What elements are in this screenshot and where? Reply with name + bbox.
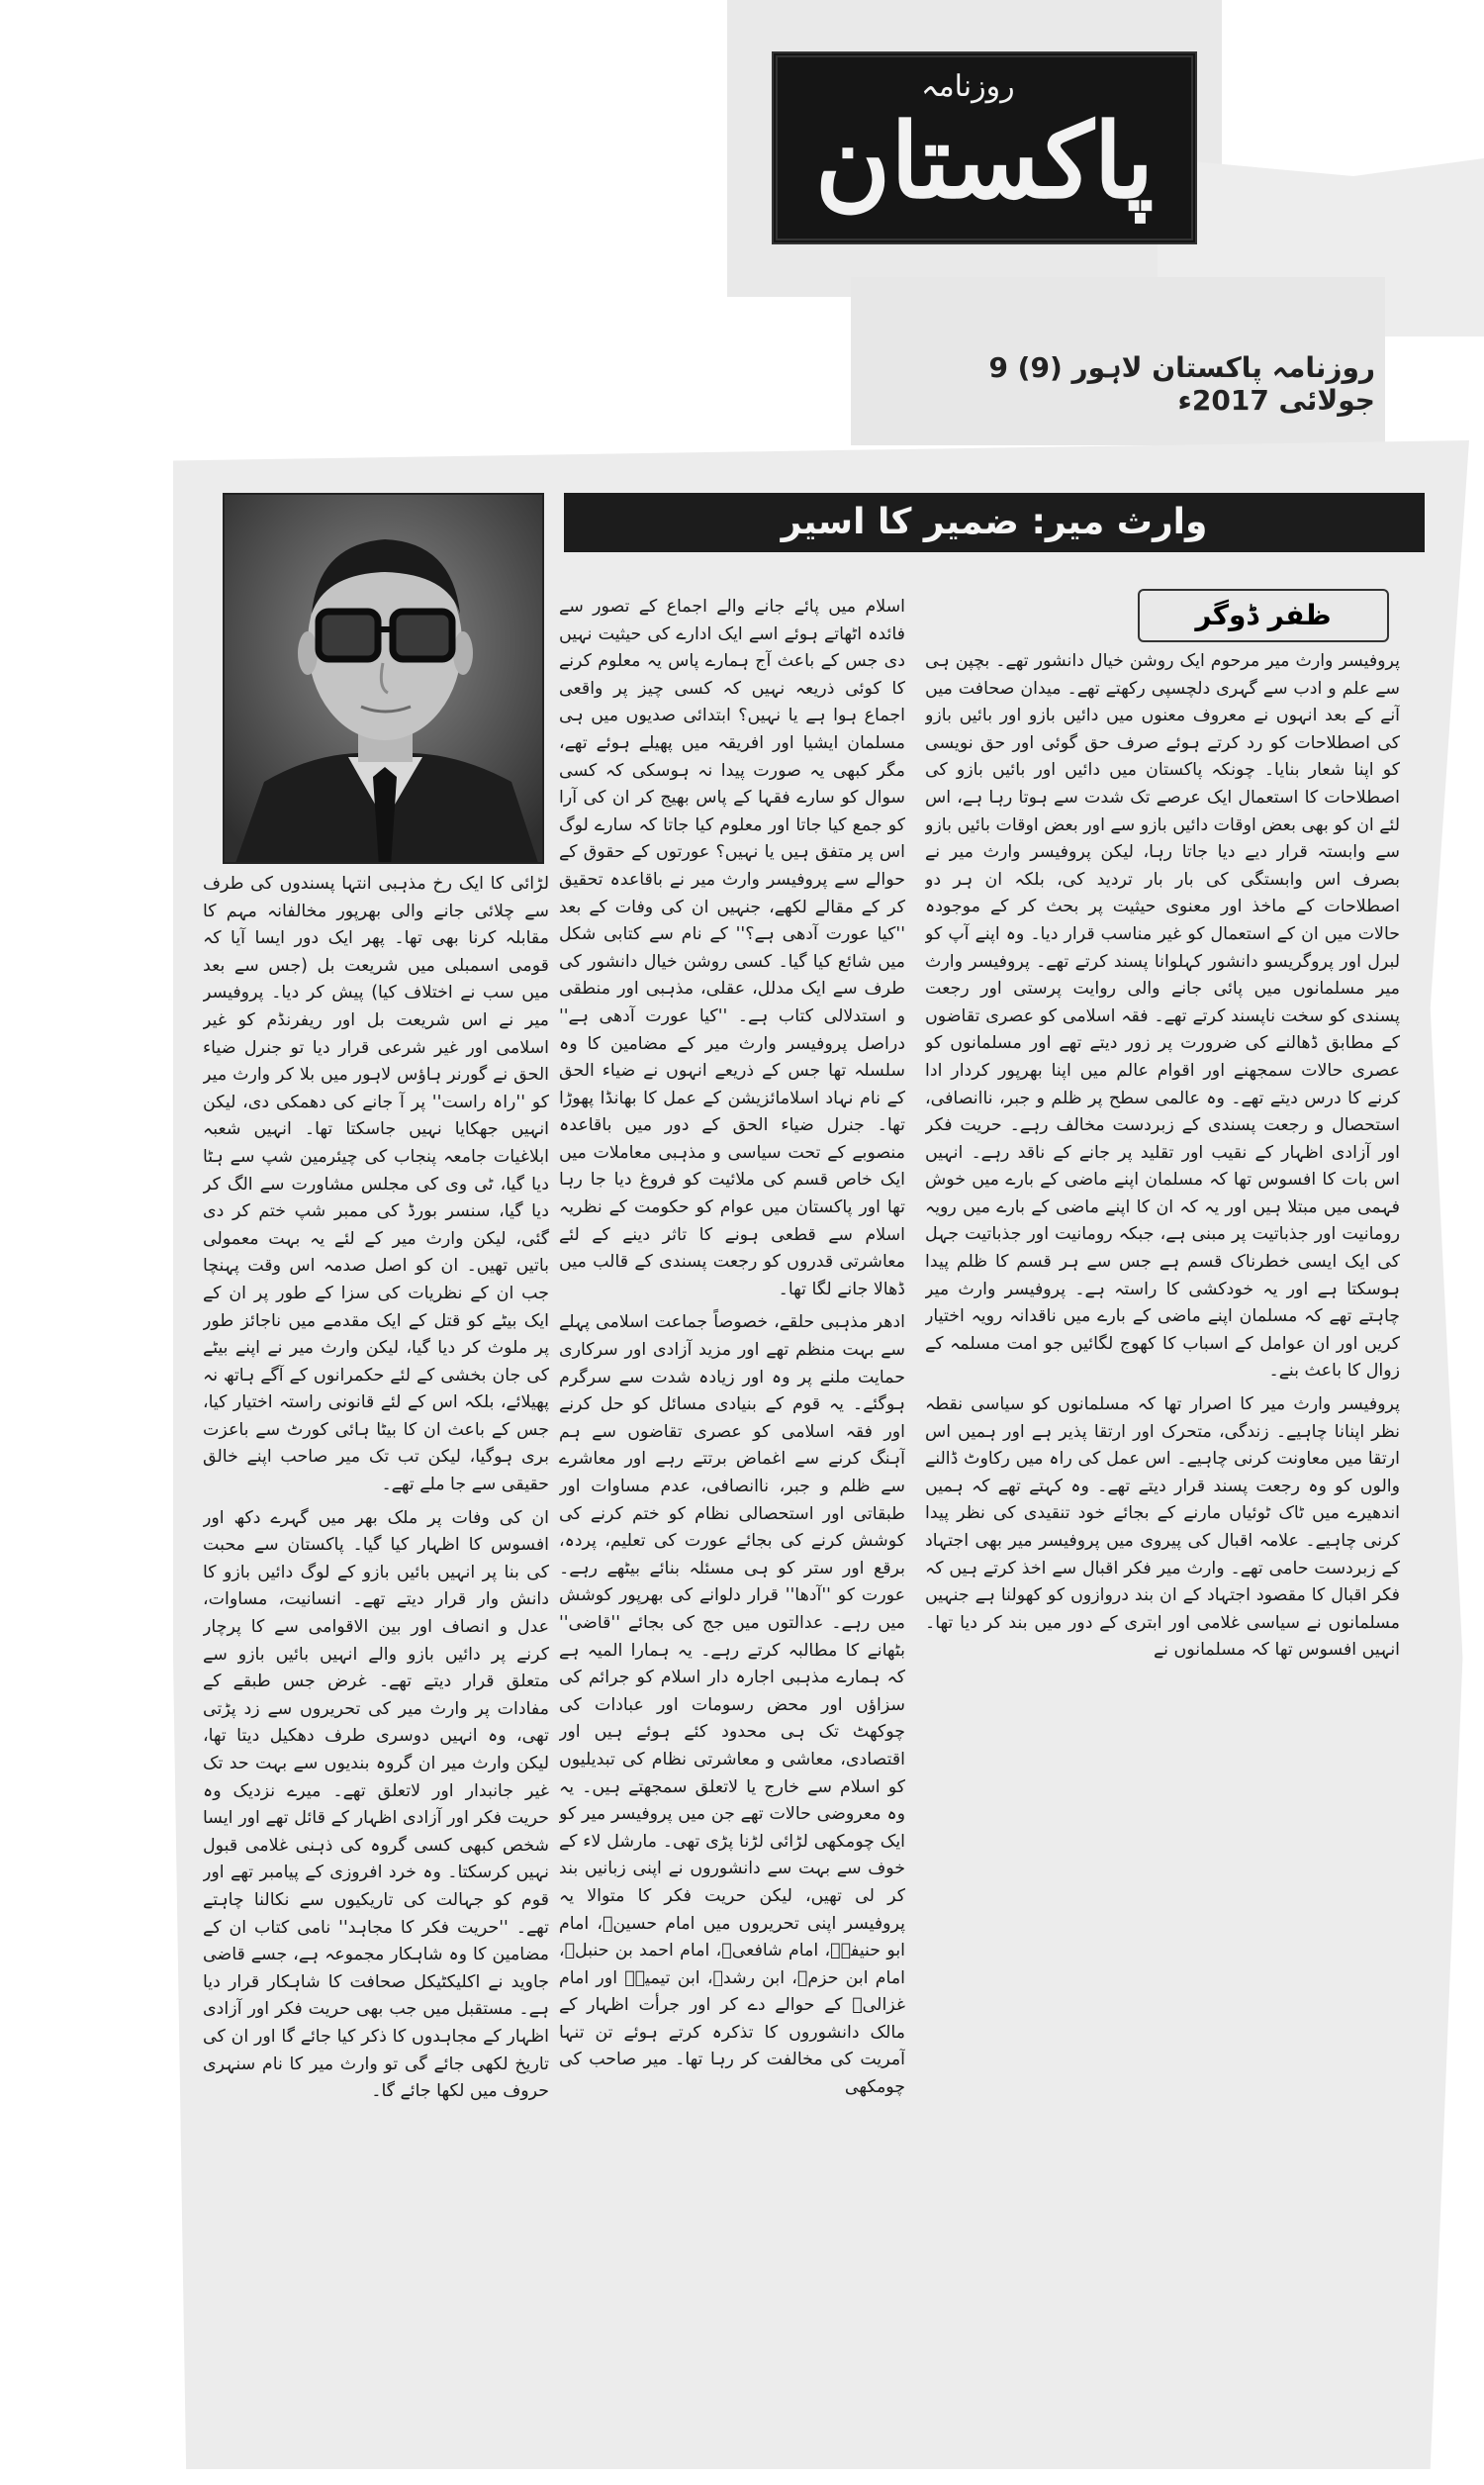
article-headline: وارث میر: ضمیر کا اسیر [564, 493, 1425, 552]
article-column-middle [559, 594, 905, 2435]
author-byline: ظفر ڈوگر [1138, 589, 1389, 642]
masthead-kicker: روزنامہ [921, 69, 1015, 104]
paragraph: اسلام میں پائے جانے والے اجماع کے تصور سے فائدہ اٹھاتے ہوئے اسے ایک ادارے کی حیثیت نہیں دی جس کے باعث آج ہمارے پاس یہ معلوم کرنے کا کوئی ذریعہ نہیں کہ کسی چیز پر واقعی اجماع ہوا ہے یا نہیں؟ ابتدائی صدیوں میں ہی مسلمان ایشیا اور افریقہ میں پھیلے ہوئے تھے، مگر کبھی یہ صورت پیدا نہ ہوسکی کہ کسی سوال کو سارے فقہا کے پاس بھیج کر ان کی آرا کو جمع کیا جاتا اور معلوم کیا جاتا کہ سارے لوگ اس پر متفق ہیں یا نہیں؟ عورتوں کے حقوق کے حوالے سے پروفیسر وارث میر نے باقاعدہ تحقیق کر کے مقالے لکھے، جنہیں ان کی وفات کے بعد ''کیا عورت آدھی ہے؟'' کے نام سے کتابی شکل میں شائع کیا گیا۔ کسی روشن خیال دانشور کی طرف سے ایک مدلل، عقلی، مذہبی اور منطقی و استدلالی کتاب ہے۔ ''کیا عورت آدھی ہے'' دراصل پروفیسر وارث میر کے مضامین کا وہ سلسلہ تھا جس کے ذریعے انہوں نے ضیاء الحق کے نام نہاد اسلامائزیشن کے عمل کا بھانڈا پھوڑا تھا۔ جنرل ضیاء الحق کے دور میں باقاعدہ منصوبے کے تحت سیاسی و مذہبی معاملات میں ایک خاص قسم کی ملائیت کو فروغ دیا جا رہا تھا اور پاکستان میں عوام کو حکومت کے نظریہ اسلام سے قطعی ہونے کا تاثر دینے کے لئے معاشرتی قدروں کو رجعت پسندی کے قالب میں ڈھالا جانے لگا تھا۔ [559, 597, 905, 1299]
masthead-name: پاکستان [814, 100, 1155, 222]
portrait-illustration [225, 495, 544, 864]
article-column-right [925, 648, 1400, 2439]
paragraph: لڑائی کا ایک رخ مذہبی انتہا پسندوں کی طرف سے چلائی جانے والی بھرپور مخالفانہ مہم کا مقابلہ کرنا بھی تھا۔ پھر ایک دور ایسا آیا کہ قومی اسمبلی میں شریعت بل (جس سے بعد میں سب نے اختلاف کیا) پیش کر دیا۔ پروفیسر میر نے اس شریعت بل اور ریفرنڈم کو غیر اسلامی اور غیر شرعی قرار دیا تو جنرل ضیاء الحق نے گورنر ہاؤس لاہور میں بلا کر وارث میر کو ''راہ راست'' پر آ جانے کی دھمکی دی، لیکن انہیں جھکایا نہیں جاسکتا تھا۔ انہیں شعبہ ابلاغیات جامعہ پنجاب کی چیئرمین شپ سے ہٹا دیا گیا، ٹی وی کی مجلس مشاورت سے الگ کر دیا گیا، سنسر بورڈ کی ممبر شپ ختم کر دی گئی، لیکن وارث میر کے لئے یہ بہت معمولی باتیں تھیں۔ ان کو اصل صدمہ اس وقت پہنچا جب ان کے نظریات کی سزا کے طور پر ان کے ایک بیٹے کو قتل کے ایک مقدمے میں ناجائز طور پر ملوث کر دیا گیا، لیکن وارث میر نے اپنے بیٹے کی جان بخشی کے لئے حکمرانوں کے آگے ہاتھ نہ پھیلائے، بلکہ اس کے لئے قانونی راستہ اختیار کیا، جس کے باعث ان کا بیٹا ہائی کورٹ سے باعزت بری ہوگیا، لیکن تب تک میر صاحب اپنے خالق حقیقی سے جا ملے تھے۔ [203, 874, 549, 1495]
paragraph: ادھر مذہبی حلقے، خصوصاً جماعت اسلامی پہلے سے بہت منظم تھے اور مزید آزادی اور سرکاری حمایت ملنے پر وہ اور زیادہ شدت سے سرگرم ہوگئے۔ یہ قوم کے بنیادی مسائل کو حل کرنے اور فقہ اسلامی کو عصری تقاضوں سے ہم آہنگ کرنے سے اغماض برتتے رہے اور معاشرے سے ظلم و جبر، ناانصافی، عدم مساوات اور طبقاتی اور استحصالی نظام کو ختم کرنے کی کوشش کرنے کی بجائے عورت کی تعلیم، پردہ، برقع اور ستر کو ہی مسئلہ بنائے بیٹھے رہے۔ عورت کو ''آدھا'' قرار دلوانے کی بھرپور کوشش میں رہے۔ عدالتوں میں جج کی بجائے ''قاضی'' بٹھانے کا مطالبہ کرتے رہے۔ یہ ہمارا المیہ ہے کہ ہمارے مذہبی اجارہ دار اسلام کو جرائم کی سزاؤں اور محض رسومات اور عبادات کی چوکھٹ تک ہی محدود کئے ہوئے ہیں اور اقتصادی، معاشی و معاشرتی نظام کی تبدیلیوں کو اسلام سے خارج یا لاتعلق سمجھتے ہیں۔ یہ وہ معروضی حالات تھے جن میں پروفیسر میر کو ایک چومکھی لڑائی لڑنا پڑی تھی۔ مارشل لاء کے خوف سے بہت سے دانشوروں نے اپنی زبانیں بند کر لی تھیں، لیکن حریت فکر کا متوالا یہ پروفیسر اپنی تحریروں میں امام حسینؑ، امام ابو حنیفہؒ، امام شافعیؒ، امام احمد بن حنبلؒ، امام ابن حزمؒ، ابن رشدؒ، ابن تیمیہؒ اور امام غزالیؒ کے حوالے دے کر اور جرأت اظہار کے مالک دانشوروں کا تذکرہ کرتے ہوئے تن تنہا آمریت کی مخالفت کر رہا تھا۔ میر صاحب کی چومکھی [559, 1312, 905, 2098]
newspaper-masthead [772, 51, 1197, 244]
paragraph: پروفیسر وارث میر کا اصرار تھا کہ مسلمانوں کو سیاسی نقطہ نظر اپنانا چاہیے۔ زندگی، متحرک اور ارتقا پذیر ہے اور ہمیں اس ارتقا میں معاونت کرنی چاہیے۔ اس عمل کی راہ میں رکاوٹ ڈالنے والوں کو وہ رجعت پسند قرار دیتے تھے۔ وہ کہتے تھے کہ ہمیں اندھیرے میں ٹاک ٹوئیاں مارنے کے بجائے خود تنقیدی کی نظر پیدا کرنی چاہیے۔ علامہ اقبال کی پیروی میں پروفیسر میر بھی اجتہاد کے زبردست حامی تھے۔ وارث میر فکر اقبال سے اخذ کرتے ہیں کہ فکر اقبال کا مقصود اجتہاد کے ان بند دروازوں کو کھولنا ہے جنہیں مسلمانوں نے سیاسی غلامی اور ابتری کے دور میں بند کر دیا تھا۔ انہیں افسوس تھا کہ مسلمانوں نے [925, 1394, 1400, 1661]
paragraph: پروفیسر وارث میر مرحوم ایک روشن خیال دانشور تھے۔ بچپن ہی سے علم و ادب سے گہری دلچسپی رکھتے تھے۔ میدان صحافت میں آنے کے بعد انہوں نے معروف معنوں میں دائیں بازو اور بائیں بازو کی اصطلاحات کو رد کرتے ہوئے صرف حق گوئی اور حق نویسی کو اپنا شعار بنایا۔ چونکہ پاکستان میں دائیں اور بائیں بازو کی اصطلاحات کا استعمال ایک عرصے تک شدت سے ہوتا رہا ہے، اس لئے ان کو بھی بعض اوقات دائیں بازو سے اور بعض اوقات بائیں بازو سے وابستہ قرار دیے دیا جاتا رہا، لیکن پروفیسر وارث میر نے بصرف اس وابستگی کی بار بار تردید کی، بلکہ ان ہر دو اصطلاحات کے ماخذ اور معنوی حیثیت پر بحث کر کے موجودہ حالات میں ان کے استعمال کو غیر مناسب قرار دیا۔ وہ اپنے آپ کو لبرل اور پروگریسو دانشور کہلوانا پسند کرتے تھے۔ پروفیسر وارث میر مسلمانوں میں پائی جانے والی روایت پرستی اور رجعت پسندی کو سخت ناپسند کرتے تھے۔ فقہ اسلامی کو عصری تقاضوں کے مطابق ڈھالنے کی ضرورت پر زور دیتے تھے اور مسلمانوں کو عصری حالات سمجھنے اور اقوام عالم میں اپنا بھرپور کردار ادا کرنے کا درس دیتے تھے۔ وہ عالمی سطح پر ظلم و جبر، ناانصافی، استحصال و رجعت پسندی کے زبردست مخالف رہے۔ حریت فکر اور آزادی اظہار کے نقیب اور تقلید پر جانے کے ناقد رہے۔ انہیں اس بات کا افسوس تھا کہ مسلمان اپنے ماضی کے بارے میں خوش فہمی میں مبتلا ہیں اور یہ کہ ان کا اپنے ماضی کے بارے میں رویہ رومانیت اور جذباتیت پر مبنی ہے، جبکہ رومانیت اور جذباتیت جہل کی ایک ایسی خطرناک قسم ہے جس سے ہر قسم کا ظلم پیدا ہوسکتا ہے اور یہ خودکشی کا راستہ ہے۔ پروفیسر وارث میر چاہتے تھے کہ مسلمان اپنے ماضی کے بارے میں ناقدانہ رویہ اختیار کریں اور ان عوامل کے اسباب کا کھوج لگائیں جو امت مسلمہ کے زوال کا باعث بنے۔ [925, 651, 1400, 1382]
publication-date-line: روزنامہ پاکستان لاہور (9) 9 جولائی 2017ء [988, 351, 1375, 417]
article-column-left [203, 871, 549, 2435]
paragraph: ان کی وفات پر ملک بھر میں گہرے دکھ اور افسوس کا اظہار کیا گیا۔ پاکستان سے محبت کی بنا پر انہیں بائیں بازو کے لوگ دائیں بازو کا دانش وار قرار دیتے تھے۔ انسانیت، مساوات، عدل و انصاف اور بین الاقوامی سے کا پرچار کرنے پر دائیں بازو والے انہیں بائیں بازو سے متعلق قرار دیتے تھے۔ غرض جس طبقے کے مفادات پر وارث میر کی تحریروں سے زد پڑتی تھی، وہ انہیں دوسری طرف دھکیل دیتا تھا، لیکن وارث میر ان گروہ بندیوں سے بہت حد تک غیر جانبدار اور لاتعلق تھے۔ میرے نزدیک وہ حریت فکر اور آزادی اظہار کے قائل تھے اور ایسا شخص کبھی کسی گروہ کی ذہنی غلامی قبول نہیں کرسکتا۔ وہ خرد افروزی کے پیامبر تھے اور قوم کو جہالت کی تاریکیوں سے نکالنا چاہتے تھے۔ ''حریت فکر کا مجاہد'' نامی کتاب ان کے مضامین کا وہ شاہکار مجموعہ ہے، جسے قاضی جاوید نے اکلیکٹیکل صحافت کا شاہکار قرار دیا ہے۔ مستقبل میں جب بھی حریت فکر اور آزادی اظہار کے مجاہدوں کا ذکر کیا جائے گا اور ان کی تاریخ لکھی جائے گی تو وارث میر کا نام سنہری حروف میں لکھا جائے گا۔ [203, 1507, 549, 2102]
author-portrait-photo [223, 493, 544, 864]
